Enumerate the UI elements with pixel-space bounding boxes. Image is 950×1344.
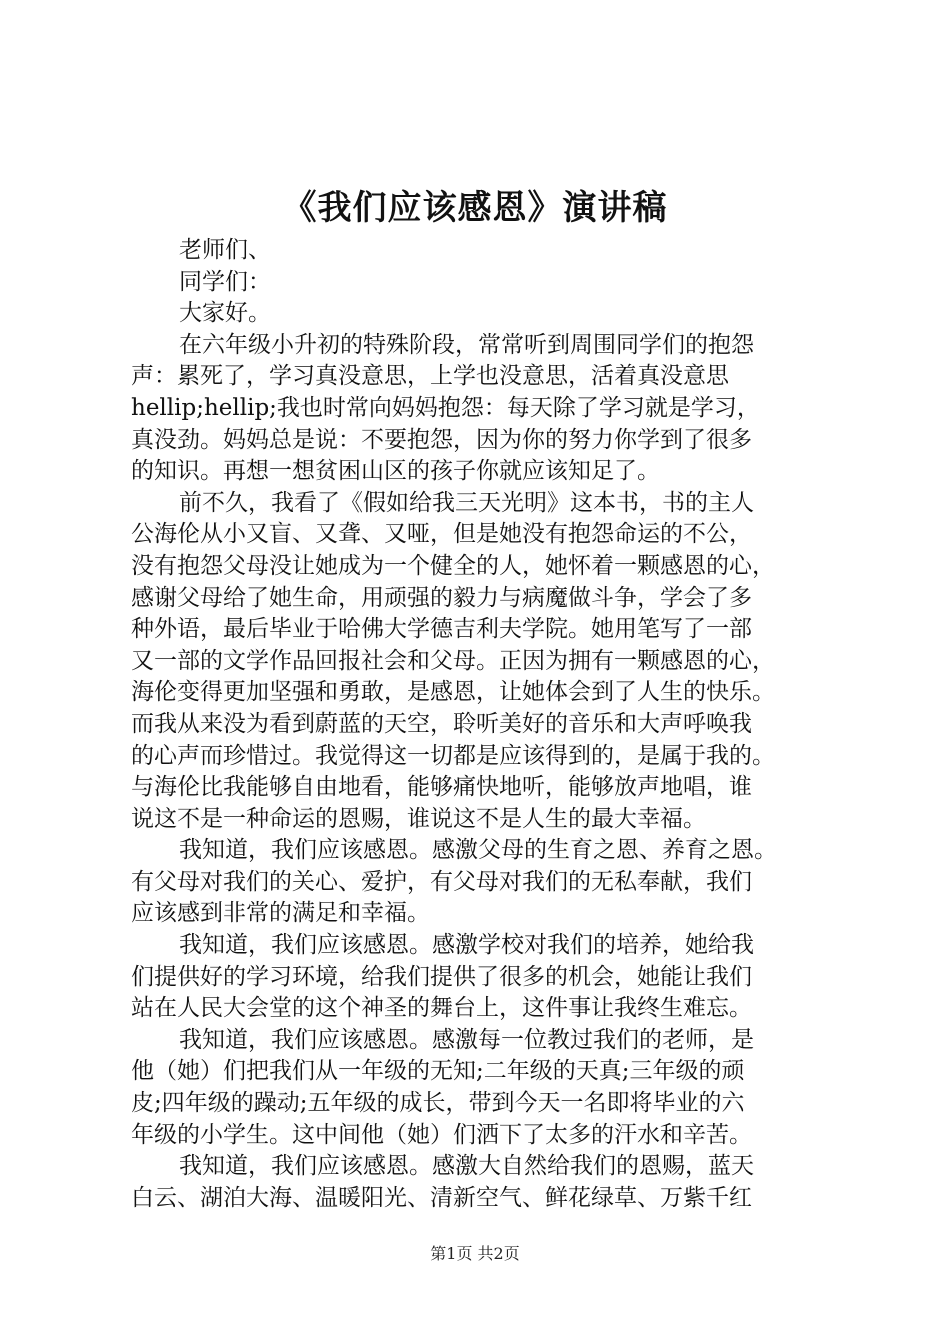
page-footer: 第1页 共2页 bbox=[430, 1244, 520, 1263]
body-line: 大家好。 bbox=[179, 300, 271, 327]
body-line: 们提供好的学习环境，给我们提供了很多的机会，她能让我们 bbox=[131, 963, 752, 990]
body-line: 我知道，我们应该感恩。感激父母的生育之恩、养育之恩。 bbox=[179, 837, 777, 864]
body-line: 站在人民大会堂的这个神圣的舞台上，这件事让我终生难忘。 bbox=[131, 995, 752, 1022]
body-line: 同学们： bbox=[179, 268, 271, 295]
body-line: 白云、湖泊大海、温暖阳光、清新空气、鲜花绿草、万紫千红 bbox=[131, 1184, 752, 1211]
body-line: 公海伦从小又盲、又聋、又哑，但是她没有抱怨命运的不公， bbox=[131, 521, 752, 548]
body-line: 应该感到非常的满足和幸福。 bbox=[131, 900, 430, 927]
body-line: 没有抱怨父母没让她成为一个健全的人，她怀着一颗感恩的心， bbox=[131, 552, 775, 579]
document-body bbox=[131, 235, 831, 1214]
body-line: 而我从来没为看到蔚蓝的天空，聆听美好的音乐和大声呼唤我 bbox=[131, 710, 752, 737]
body-line: 老师们、 bbox=[179, 237, 271, 263]
body-line: 有父母对我们的关心、爱护，有父母对我们的无私奉献，我们 bbox=[131, 868, 752, 895]
document-title: 《我们应该感恩》演讲稿 bbox=[282, 188, 668, 228]
body-line: 我知道，我们应该感恩。感激学校对我们的培养，她给我 bbox=[179, 932, 754, 959]
body-line: 皮;四年级的躁动;五年级的成长，带到今天一名即将毕业的六 bbox=[131, 1090, 745, 1117]
body-line: 前不久，我看了《假如给我三天光明》这本书，书的主人 bbox=[179, 489, 754, 516]
body-line: 与海伦比我能够自由地看，能够痛快地听，能够放声地唱，谁 bbox=[131, 774, 752, 801]
body-line: 真没劲。妈妈总是说：不要抱怨，因为你的努力你学到了很多 bbox=[131, 426, 752, 453]
body-line: 种外语，最后毕业于哈佛大学德吉利夫学院。她用笔写了一部 bbox=[131, 616, 752, 643]
body-line: 又一部的文学作品回报社会和父母。正因为拥有一颗感恩的心， bbox=[131, 647, 775, 674]
body-line: 他（她）们把我们从一年级的无知;二年级的天真;三年级的顽 bbox=[131, 1058, 745, 1085]
body-line: 年级的小学生。这中间他（她）们洒下了太多的汗水和辛苦。 bbox=[131, 1121, 752, 1148]
body-line: 我知道，我们应该感恩。感激大自然给我们的恩赐，蓝天 bbox=[179, 1153, 754, 1180]
body-line: 的心声而珍惜过。我觉得这一切都是应该得到的，是属于我的。 bbox=[131, 742, 775, 769]
body-line: 我知道，我们应该感恩。感激每一位教过我们的老师，是 bbox=[179, 1026, 754, 1053]
body-line: 海伦变得更加坚强和勇敢，是感恩，让她体会到了人生的快乐。 bbox=[131, 679, 775, 706]
body-line: 的知识。再想一想贫困山区的孩子你就应该知足了。 bbox=[131, 458, 660, 485]
body-line: 在六年级小升初的特殊阶段，常常听到周围同学们的抱怨 bbox=[179, 331, 754, 358]
body-line: 感谢父母给了她生命，用顽强的毅力与病魔做斗争，学会了多 bbox=[131, 584, 752, 611]
body-line: 声：累死了，学习真没意思，上学也没意思，活着真没意思 bbox=[131, 363, 729, 390]
body-line: hellip;hellip;我也时常向妈妈抱怨：每天除了学习就是学习， bbox=[131, 394, 760, 421]
body-line: 说这不是一种命运的恩赐，谁说这不是人生的最大幸福。 bbox=[131, 805, 706, 832]
